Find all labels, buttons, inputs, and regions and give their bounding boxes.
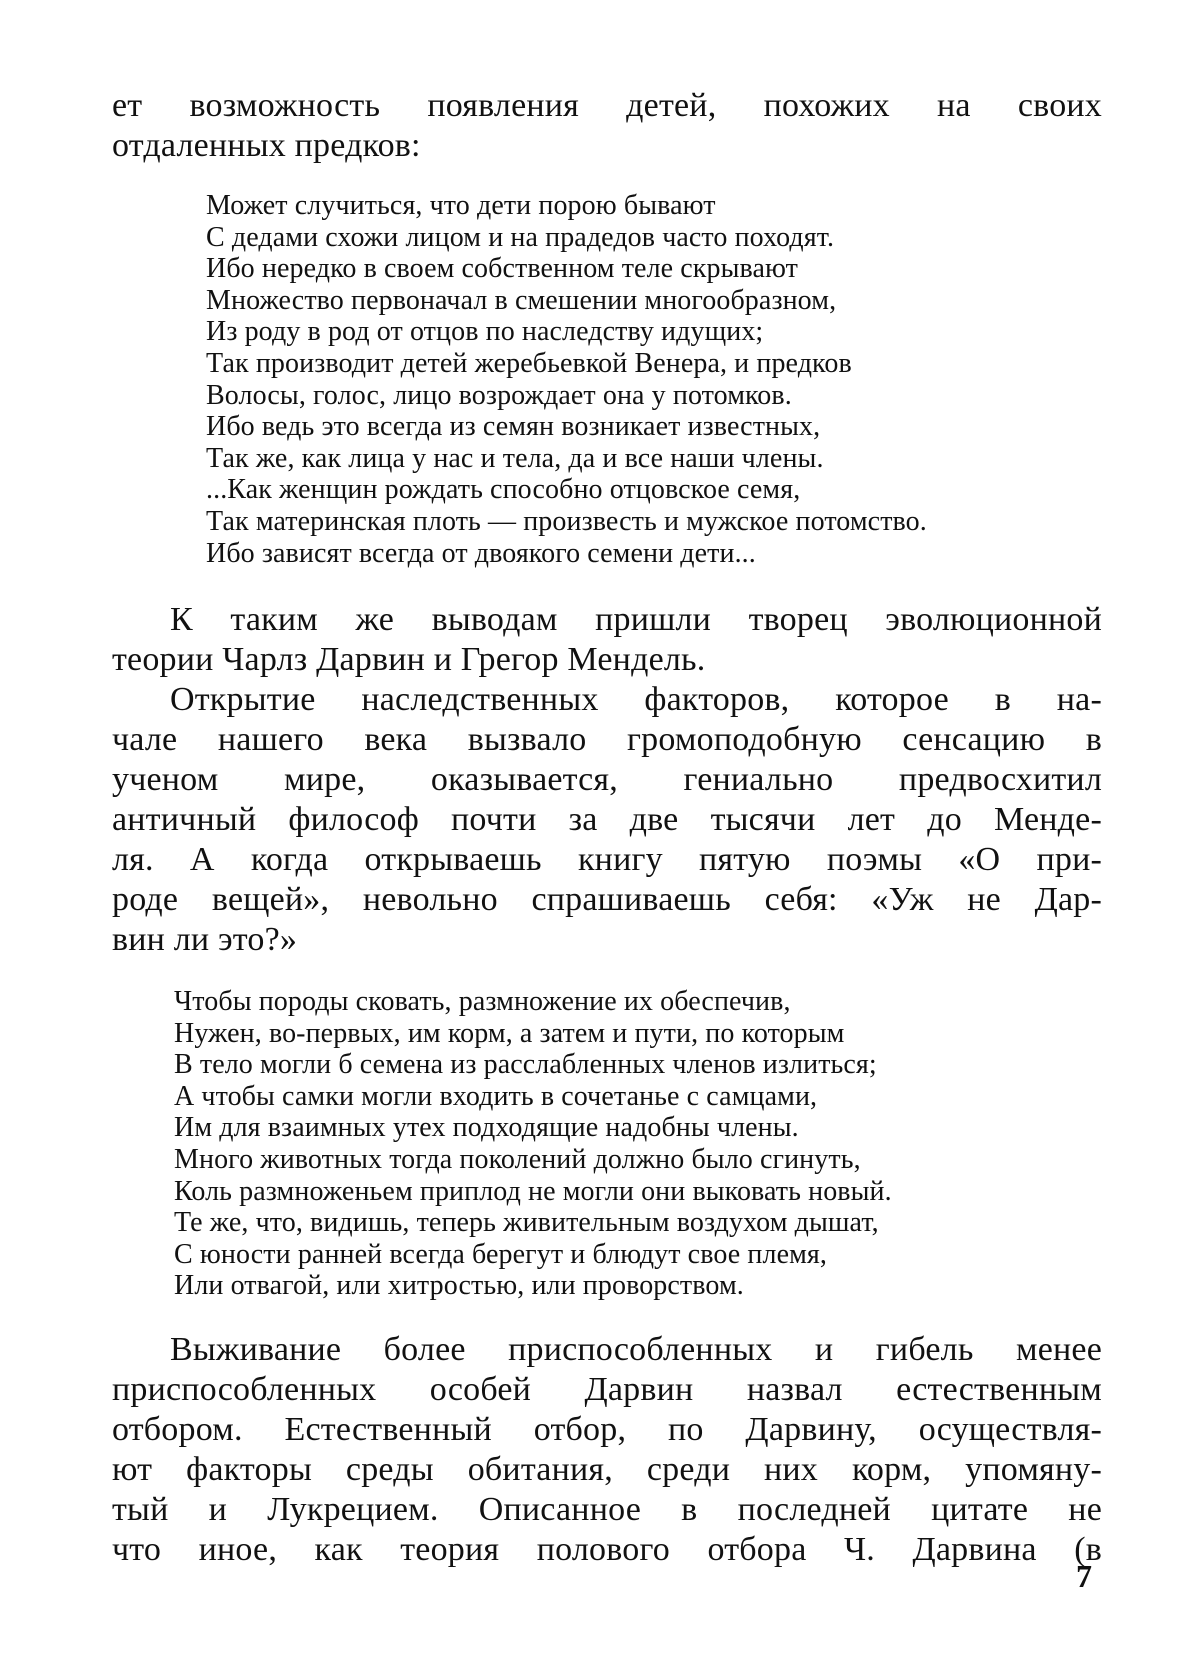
verse-line: Так же, как лица у нас и тела, да и все наши члены. xyxy=(206,442,824,474)
text-line: ля. А когда открываешь книгу пятую поэмы «О при- xyxy=(112,841,1102,878)
verse-line: В тело могли б семена из расслабленных членов излиться; xyxy=(174,1049,877,1081)
text-line: отбором. Естественный отбор, по Дарвину, осуществля- xyxy=(112,1411,1102,1448)
text-line: ученом мире, оказывается, гениально предвосхитил xyxy=(112,761,1102,798)
verse-line: ...Как женщин рождать способно отцовское семя, xyxy=(206,474,801,506)
verse-line: Волосы, голос, лицо возрождает она у потомков. xyxy=(206,379,792,411)
verse-line: Множество первоначал в смешении многообразном, xyxy=(206,284,837,316)
text-line: отдаленных предков: xyxy=(112,127,421,164)
verse-line: Может случиться, что дети порою бывают xyxy=(206,190,716,221)
verse-line: Чтобы породы сковать, размножение их обеспечив, xyxy=(174,986,791,1017)
text-line: Выживание более приспособленных и гибель менее xyxy=(170,1331,1102,1368)
verse-line: Ибо ведь это всегда из семян возникает известных, xyxy=(206,411,821,443)
paragraph-4 xyxy=(112,1330,1102,1570)
text-line: ют факторы среды обитания, среди них корм, упомяну- xyxy=(112,1451,1102,1488)
text-line: вин ли это?» xyxy=(112,921,298,958)
text-line: К таким же выводам пришли творец эволюционной xyxy=(170,601,1102,638)
verse-line: Из роду в род от отцов по наследству идущих; xyxy=(206,316,764,348)
verse-line: Ибо нередко в своем собственном теле скрывают xyxy=(206,253,798,285)
verse-line: Нужен, во-первых, им корм, а затем и пути, по которым xyxy=(174,1017,845,1049)
text-line: тый и Лукрецием. Описанное в последней цитате не xyxy=(112,1491,1102,1528)
text-line: чале нашего века вызвало громоподобную сенсацию в xyxy=(112,721,1102,758)
top-paragraph xyxy=(112,86,1102,166)
text-line: античный философ почти за две тысячи лет до Менде- xyxy=(112,801,1102,838)
verse-line: Коль размноженьем приплод не могли они выковать новый. xyxy=(174,1175,892,1207)
verse-line: Так материнская плоть — произвесть и мужское потомство. xyxy=(206,505,927,537)
verse-line: Много животных тогда поколений должно было сгинуть, xyxy=(174,1143,861,1175)
paragraph-3 xyxy=(112,680,1102,960)
verse-quote-1 xyxy=(206,190,927,569)
text-line: теории Чарлз Дарвин и Грегор Мендель. xyxy=(112,641,706,678)
text-line: что иное, как теория полового отбора Ч. Дарвина (в xyxy=(112,1531,1102,1568)
verse-line: А чтобы самки могли входить в сочетанье с самцами, xyxy=(174,1080,818,1112)
verse-line: С юности ранней всегда берегут и блюдут свое племя, xyxy=(174,1238,827,1270)
verse-line: Ибо зависят всегда от двоякого семени дети... xyxy=(206,537,756,569)
verse-line: С дедами схожи лицом и на прадедов часто походят. xyxy=(206,221,835,253)
text-line: ет возможность появления детей, похожих на своих xyxy=(112,87,1102,124)
verse-line: Те же, что, видишь, теперь живительным воздухом дышат, xyxy=(174,1207,879,1239)
verse-line: Им для взаимных утех подходящие надобны члены. xyxy=(174,1112,799,1144)
verse-line: Так производит детей жеребьевкой Венера, и предков xyxy=(206,347,852,379)
paragraph-2 xyxy=(112,600,1102,680)
text-line: приспособленных особей Дарвин назвал естественным xyxy=(112,1371,1102,1408)
verse-line: Или отвагой, или хитростью, или проворством. xyxy=(174,1270,744,1302)
text-line: роде вещей», невольно спрашиваешь себя: «Уж не Дар- xyxy=(112,881,1102,918)
page-number: 7 xyxy=(1076,1558,1092,1594)
verse-quote-2 xyxy=(174,986,892,1302)
text-line: Открытие наследственных факторов, которое в на- xyxy=(170,681,1102,718)
